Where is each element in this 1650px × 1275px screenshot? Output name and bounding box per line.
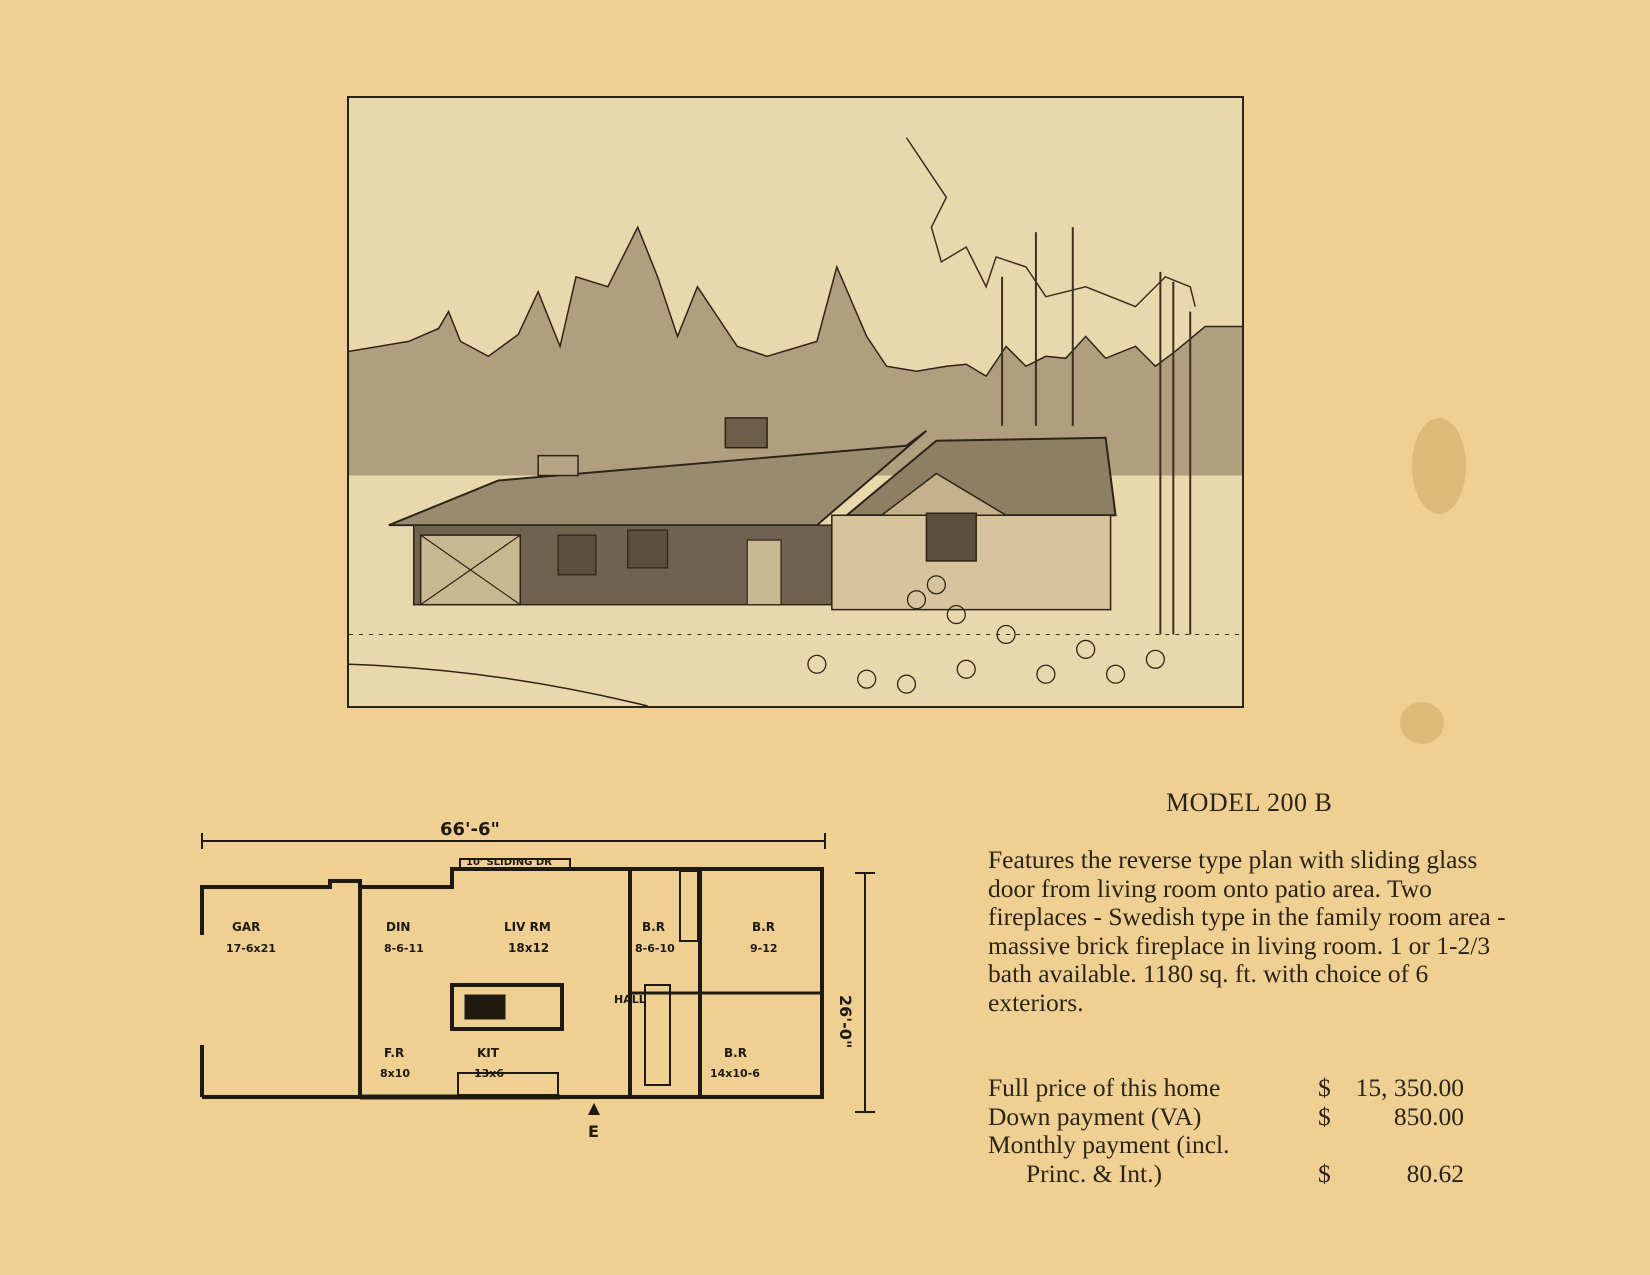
room-label-gar: GAR [232, 920, 261, 934]
room-size-br-1: 8-6-10 [635, 942, 675, 955]
price-label: Down payment (VA) [988, 1101, 1202, 1131]
entry-arrow-icon [588, 1103, 600, 1115]
room-label-liv-rm: LIV RM [504, 920, 551, 934]
room-label-br-1: B.R [642, 920, 665, 934]
price-label: Princ. & Int.) [1026, 1158, 1162, 1188]
room-size-br-2: 9-12 [750, 942, 778, 955]
window [628, 530, 668, 568]
sliding-door-label: 10' SLIDING DR [466, 857, 552, 868]
overall-width-label: 66'-6" [440, 819, 500, 840]
model-title: MODEL 200 B [1166, 788, 1333, 817]
price-amount: 850.00 [1393, 1101, 1464, 1131]
pricing-table [988, 1074, 1508, 1188]
price-amount: 15, 350.00 [1355, 1073, 1464, 1102]
room-size-liv-rm: 18x12 [508, 941, 550, 955]
price-label: Monthly payment (incl. [988, 1130, 1230, 1159]
room-label-kit: KIT [477, 1046, 499, 1060]
floor-plan [190, 815, 890, 1145]
price-row-down-payment [988, 1103, 1508, 1132]
price-amount: 80.62 [1406, 1158, 1464, 1188]
entry-label: E [588, 1122, 599, 1141]
window [558, 535, 596, 575]
room-size-gar: 17-6x21 [226, 942, 276, 955]
paper-stain [1400, 702, 1444, 744]
house-rendering [347, 96, 1244, 708]
chimney [725, 418, 767, 448]
room-label-din: DIN [386, 920, 411, 934]
floor-plan-drawing [190, 815, 890, 1145]
room-size-din: 8-6-11 [384, 942, 424, 955]
room-label-br-3: B.R [724, 1046, 747, 1060]
room-label-br-2: B.R [752, 920, 775, 934]
price-currency: $ [1318, 1101, 1331, 1131]
house-illustration [349, 98, 1242, 706]
price-label: Full price of this home [988, 1073, 1221, 1102]
front-door [747, 540, 781, 605]
room-size-br-3: 14x10-6 [710, 1067, 760, 1080]
room-label-fr: F.R [384, 1046, 405, 1060]
price-row-monthly-heading [988, 1131, 1508, 1160]
room-label-hall: HALL [614, 993, 646, 1006]
price-row-monthly [988, 1160, 1508, 1189]
model-description: Features the reverse type plan with sliding glass door from living room onto patio area. Two fireplaces - Swedish type in the family room area - massive brick fireplace in living room. 1 or 1-2/3 bath available. 1180 sq. ft. with choice of 6 exteriors. [988, 845, 1506, 1017]
price-currency: $ [1318, 1158, 1331, 1188]
window [926, 513, 976, 561]
overall-depth-label: 26'-0" [836, 995, 855, 1049]
roof-vent [538, 456, 578, 476]
price-currency: $ [1318, 1073, 1331, 1102]
price-row-full [988, 1074, 1508, 1103]
room-size-fr: 8x10 [380, 1067, 411, 1080]
paper-stain [1412, 418, 1466, 514]
room-size-kit: 13x6 [474, 1067, 505, 1080]
